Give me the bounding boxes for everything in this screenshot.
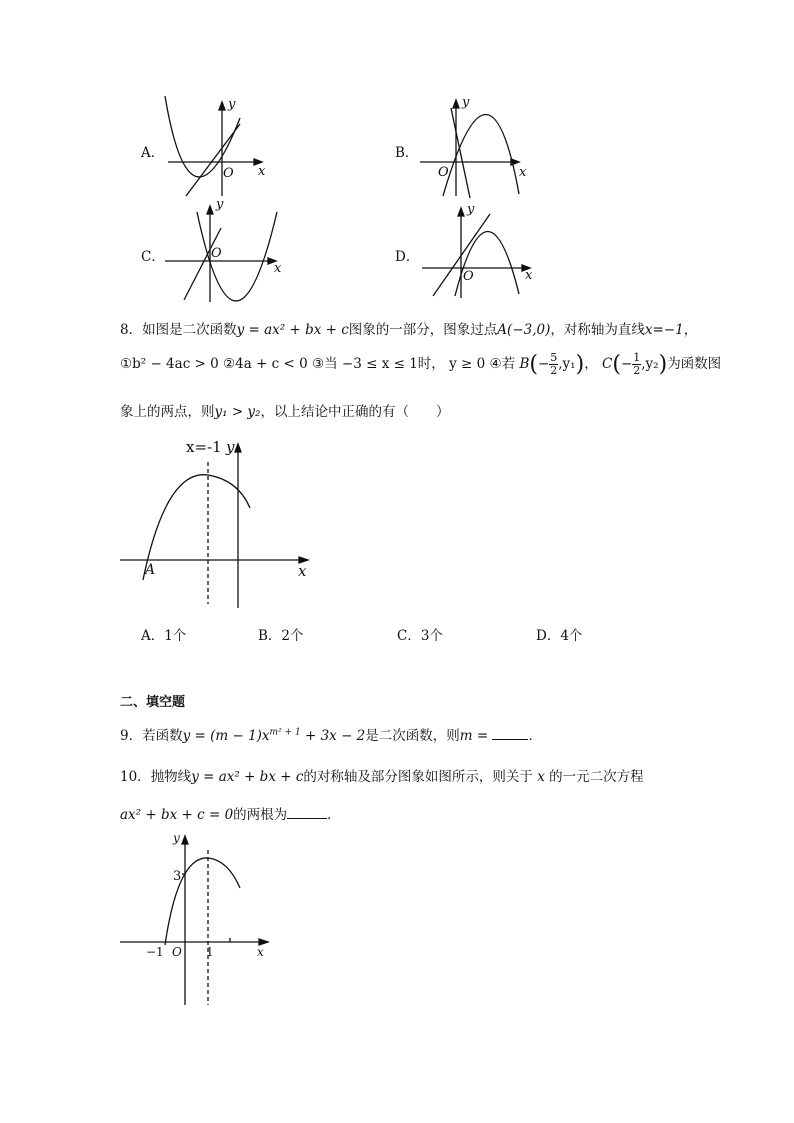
q8-statement-3: ③当 −3 ≤ x ≤ 1时，	[312, 356, 445, 372]
q8-statement-4: ④若	[489, 356, 516, 372]
q8-axis-of-symmetry-label: x=-1	[186, 438, 222, 456]
q7-a-x-label: x	[258, 164, 266, 179]
svg-text:O: O	[211, 246, 222, 261]
svg-text:O: O	[438, 165, 449, 180]
svg-text:1: 1	[206, 945, 214, 959]
q8-statement-2: ②4a + c < 0	[223, 356, 308, 372]
q7-option-c-label[interactable]: C．	[141, 249, 165, 265]
q9-line: 9．若函数$y = (m - 1)x^{m^2 + 1} + 3x - 2$是二次函数，则m = ．	[120, 727, 542, 744]
svg-text:A: A	[145, 562, 156, 578]
q8-line-1: 8．如图是二次函数y = ax² + bx + c图象的一部分，图象过点A(−3,0)，对称轴为直线x=−1，	[120, 322, 698, 338]
q8-line-2: ①b² − 4ac > 0 ②4a + c < 0 ③当 −3 ≤ x ≤ 1时， y ≥ 0 ④若 B(− $\frac{5}{2}$ ,y₁)， C(− $\frac{1}{2}$ ,y₂)为函数图	[120, 351, 722, 377]
svg-text:y: y	[467, 202, 475, 217]
svg-text:y: y	[226, 438, 235, 456]
svg-text:x: x	[274, 261, 282, 276]
q7-option-d-label[interactable]: D．	[395, 249, 420, 265]
q8-choice-b[interactable]: B．2个	[258, 628, 304, 644]
q8-choice-a[interactable]: A．1个	[141, 628, 187, 644]
svg-text:x: x	[525, 268, 533, 283]
svg-text:x: x	[257, 945, 264, 959]
q8-choice-c[interactable]: C．3个	[397, 628, 443, 644]
q8-statement-1: ①b² − 4ac > 0	[120, 356, 219, 372]
q8-choice-d[interactable]: D．4个	[536, 628, 583, 644]
svg-text:y: y	[173, 831, 180, 845]
q10-line-1: 10．抛物线y = ax² + bx + c的对称轴及部分图象如图所示，则关于 x 的一元二次方程	[120, 769, 644, 785]
q10-line-2: ax² + bx + c = 0的两根为 ．	[120, 807, 341, 823]
svg-text:O: O	[463, 269, 474, 284]
q7-option-b-label[interactable]: B．	[395, 145, 419, 161]
svg-text:y: y	[216, 197, 224, 212]
q8-line-3: 象上的两点，则y₁ > y₂，以上结论中正确的有（ ）	[120, 404, 450, 420]
svg-text:O: O	[172, 945, 182, 959]
q7-a-y-label: y	[228, 97, 236, 112]
svg-text:3: 3	[173, 869, 182, 884]
svg-text:x: x	[519, 165, 527, 180]
q7-option-a-label[interactable]: A．	[141, 145, 165, 161]
svg-text:x: x	[298, 562, 307, 580]
svg-text:−1: −1	[146, 945, 164, 959]
q7-a-origin: O	[223, 166, 234, 181]
svg-text:y: y	[462, 95, 470, 110]
section-heading: 二、填空题	[120, 695, 186, 710]
